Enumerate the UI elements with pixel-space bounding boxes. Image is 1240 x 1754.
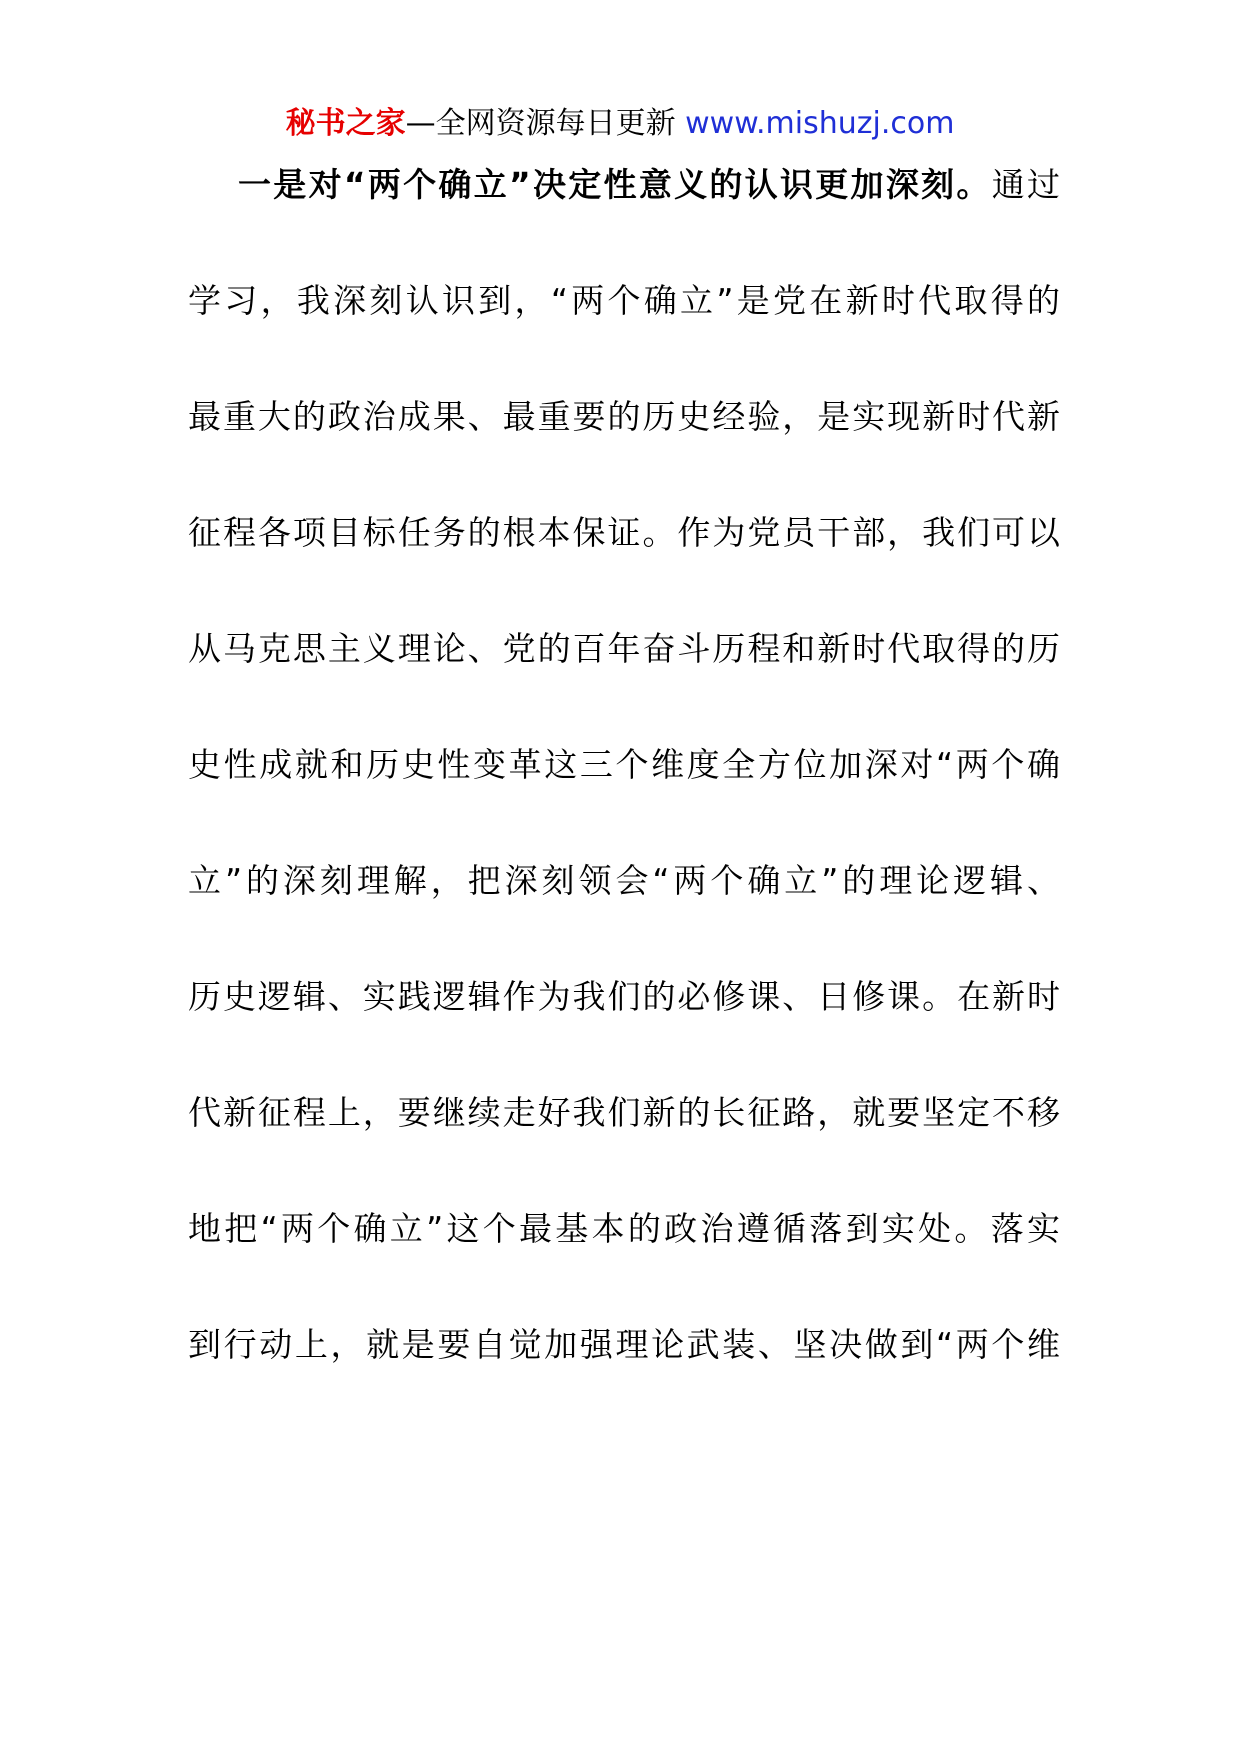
header-tagline: —全网资源每日更新 xyxy=(405,106,686,141)
paragraph-text: 通过 xyxy=(991,165,1060,204)
paragraph-line: 到行动上，就是要自觉加强理论武装、坚决做到“两个维 xyxy=(188,1325,1060,1364)
paragraph-line xyxy=(188,160,1060,210)
paragraph-line: 从马克思主义理论、党的百年奋斗历程和新时代取得的历 xyxy=(188,629,1060,668)
paragraph-line: 历史逻辑、实践逻辑作为我们的必修课、日修课。在新时 xyxy=(188,977,1060,1016)
paragraph-line: 代新征程上，要继续走好我们新的长征路，就要坚定不移 xyxy=(188,1093,1060,1132)
paragraph-line: 史性成就和历史性变革这三个维度全方位加深对“两个确 xyxy=(188,745,1060,784)
site-url: www.mishuzj.com xyxy=(685,106,955,141)
paragraph-lead: 一是对“两个确立”决定性意义的认识更加深刻。 xyxy=(238,165,992,204)
paragraph-line: 最重大的政治成果、最重要的历史经验，是实现新时代新 xyxy=(188,397,1060,436)
paragraph-line: 地把“两个确立”这个最基本的政治遵循落到实处。落实 xyxy=(188,1209,1060,1248)
brand-name: 秘书之家 xyxy=(285,106,406,141)
paragraph-line: 征程各项目标任务的根本保证。作为党员干部，我们可以 xyxy=(188,513,1060,552)
paragraph-line: 学习，我深刻认识到，“两个确立”是党在新时代取得的 xyxy=(188,281,1060,320)
page-header xyxy=(0,102,1240,146)
paragraph-line: 立”的深刻理解，把深刻领会“两个确立”的理论逻辑、 xyxy=(188,861,1060,900)
